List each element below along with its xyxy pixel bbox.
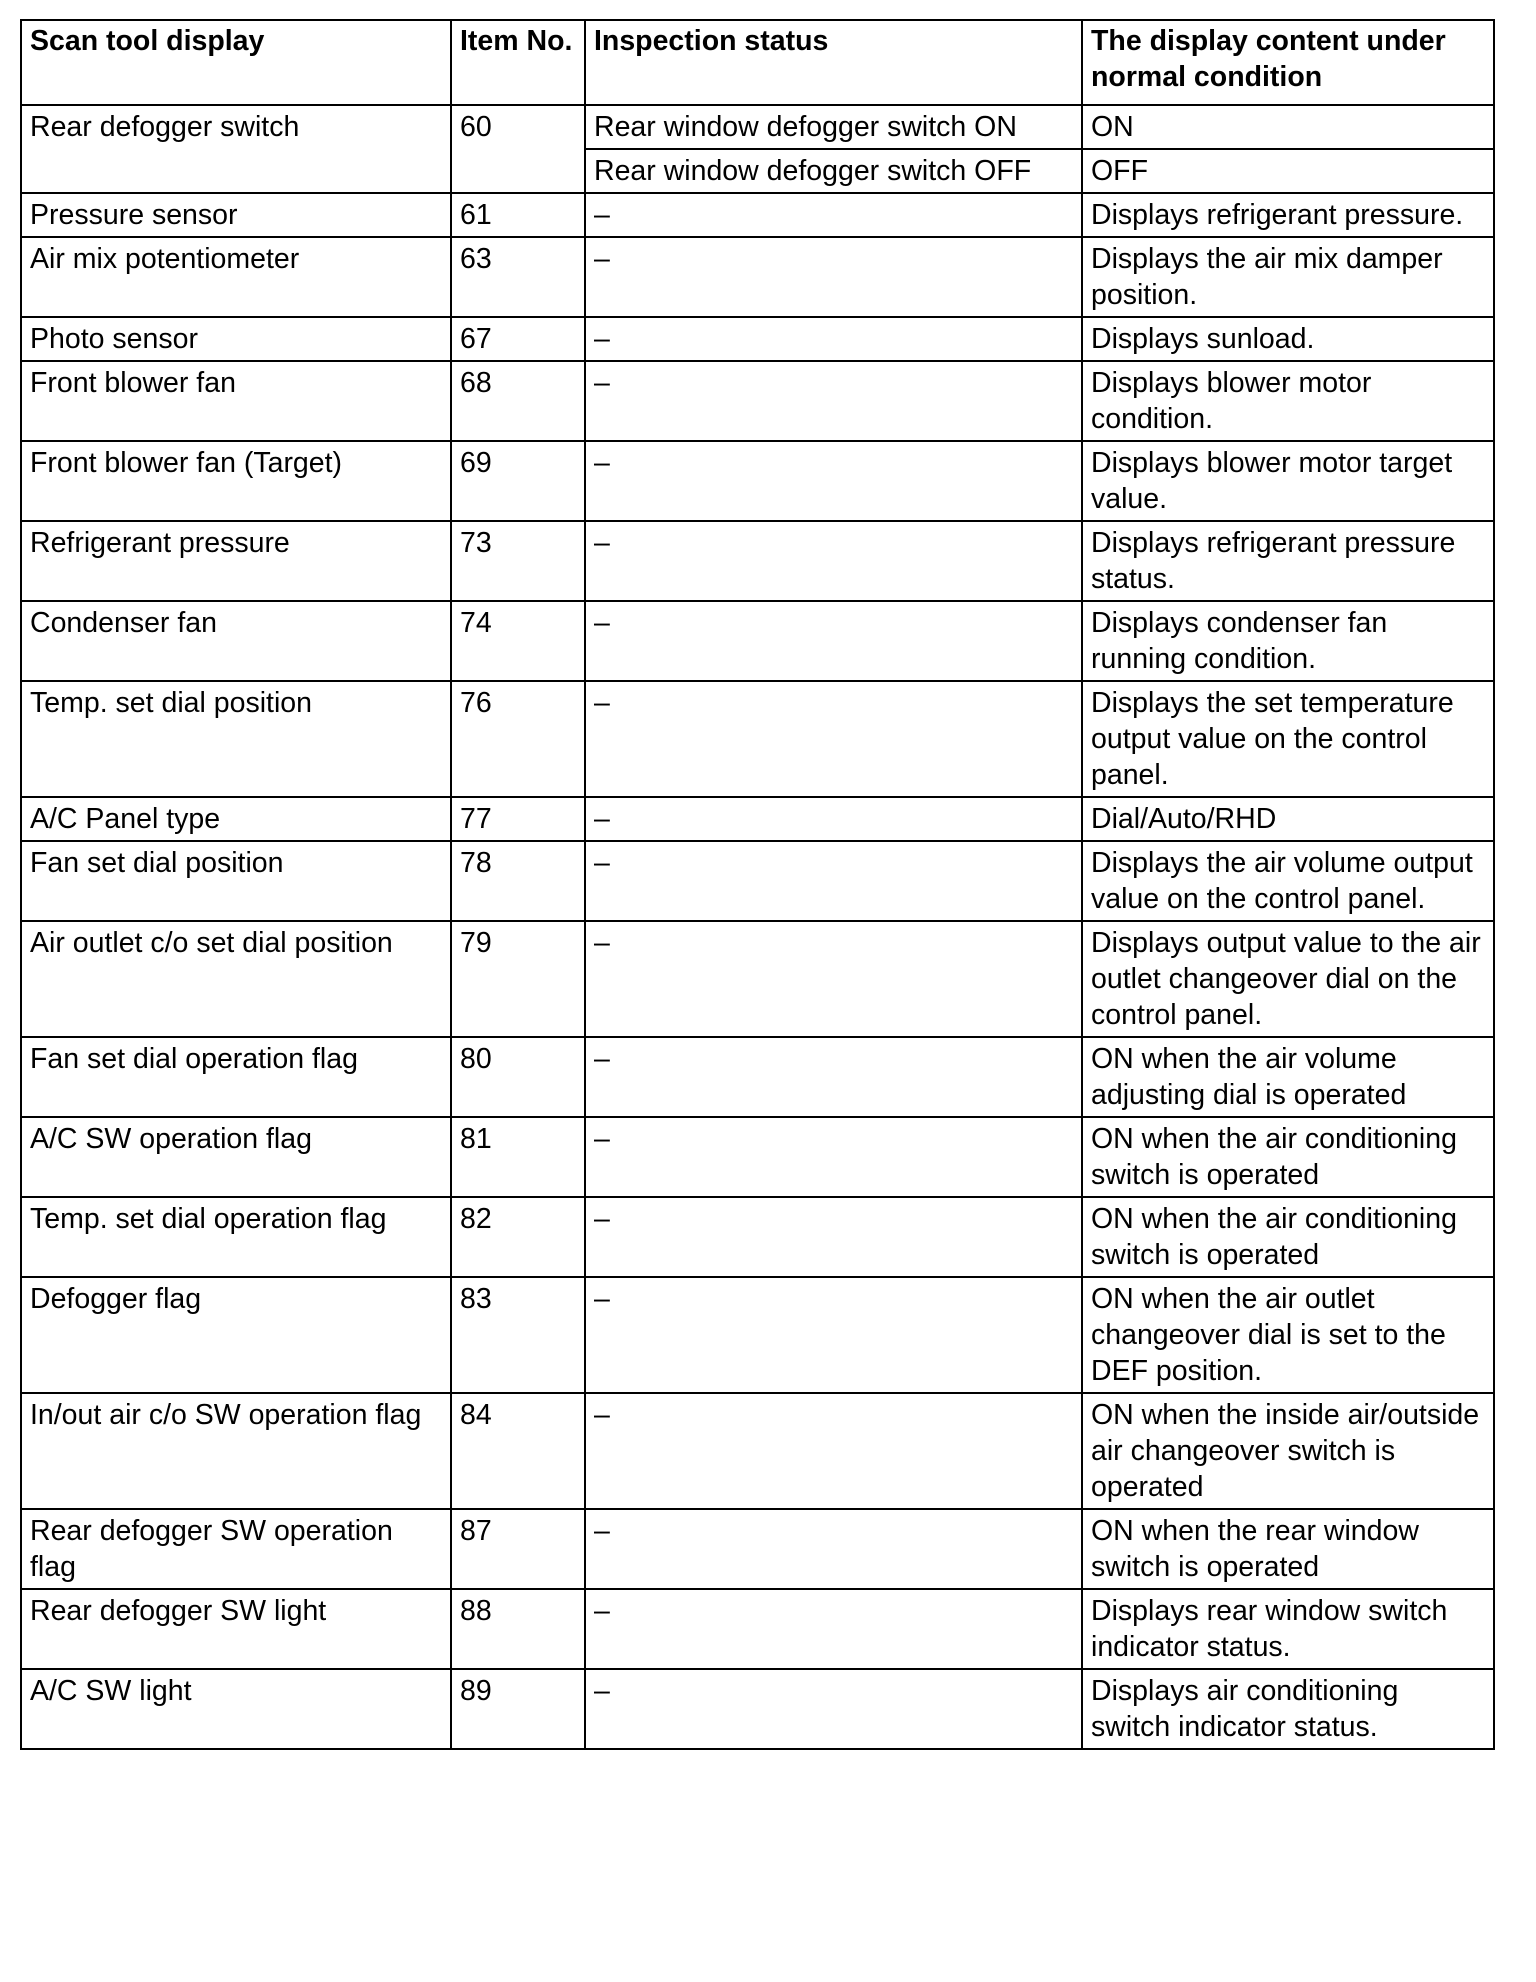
cell-normal: ON when the air conditioning switch is operated — [1082, 1197, 1494, 1277]
table-row — [21, 317, 1494, 361]
cell-normal: Displays blower motor condition. — [1082, 361, 1494, 441]
cell-display: A/C SW operation flag — [21, 1117, 451, 1197]
cell-item-no: 69 — [451, 441, 585, 521]
cell-item-no: 88 — [451, 1589, 585, 1669]
cell-display: A/C Panel type — [21, 797, 451, 841]
cell-normal: Displays condenser fan running condition. — [1082, 601, 1494, 681]
cell-display: Air mix potentiometer — [21, 237, 451, 317]
cell-item-no: 78 — [451, 841, 585, 921]
table-row — [21, 1589, 1494, 1669]
cell-status: Rear window defogger switch OFF — [585, 149, 1082, 193]
cell-status: – — [585, 1669, 1082, 1749]
cell-normal: Displays refrigerant pressure status. — [1082, 521, 1494, 601]
cell-display: Rear defogger SW operation flag — [21, 1509, 451, 1589]
cell-normal: Displays sunload. — [1082, 317, 1494, 361]
cell-item-no: 60 — [451, 105, 585, 193]
table-row — [21, 1117, 1494, 1197]
cell-status: – — [585, 1117, 1082, 1197]
table-row — [21, 193, 1494, 237]
cell-item-no: 77 — [451, 797, 585, 841]
cell-display: Temp. set dial position — [21, 681, 451, 797]
cell-status: – — [585, 1509, 1082, 1589]
table-row — [21, 797, 1494, 841]
cell-display: Temp. set dial operation flag — [21, 1197, 451, 1277]
cell-display: Front blower fan — [21, 361, 451, 441]
cell-display: Front blower fan (Target) — [21, 441, 451, 521]
cell-status: – — [585, 237, 1082, 317]
cell-status: – — [585, 1277, 1082, 1393]
table-header-row — [21, 20, 1494, 105]
cell-item-no: 82 — [451, 1197, 585, 1277]
table-row — [21, 921, 1494, 1037]
cell-status: – — [585, 441, 1082, 521]
table-row — [21, 1393, 1494, 1509]
table-row — [21, 1197, 1494, 1277]
table-row — [21, 601, 1494, 681]
cell-normal: Displays output value to the air outlet changeover dial on the control panel. — [1082, 921, 1494, 1037]
cell-status: – — [585, 797, 1082, 841]
cell-item-no: 87 — [451, 1509, 585, 1589]
table-row — [21, 1277, 1494, 1393]
cell-item-no: 76 — [451, 681, 585, 797]
cell-status: – — [585, 521, 1082, 601]
cell-display: Condenser fan — [21, 601, 451, 681]
cell-status: – — [585, 681, 1082, 797]
table-row — [21, 361, 1494, 441]
cell-status: – — [585, 1589, 1082, 1669]
cell-status: – — [585, 193, 1082, 237]
cell-normal: OFF — [1082, 149, 1494, 193]
cell-item-no: 67 — [451, 317, 585, 361]
table-row — [21, 237, 1494, 317]
cell-normal: ON — [1082, 105, 1494, 149]
cell-display: In/out air c/o SW operation flag — [21, 1393, 451, 1509]
cell-normal: ON when the air volume adjusting dial is operated — [1082, 1037, 1494, 1117]
cell-item-no: 61 — [451, 193, 585, 237]
cell-display: Refrigerant pressure — [21, 521, 451, 601]
cell-item-no: 68 — [451, 361, 585, 441]
cell-normal: Displays refrigerant pressure. — [1082, 193, 1494, 237]
cell-normal: ON when the air conditioning switch is operated — [1082, 1117, 1494, 1197]
cell-normal: ON when the air outlet changeover dial is set to the DEF position. — [1082, 1277, 1494, 1393]
cell-status: – — [585, 601, 1082, 681]
cell-normal: Dial/Auto/RHD — [1082, 797, 1494, 841]
cell-display: Defogger flag — [21, 1277, 451, 1393]
cell-normal: ON when the rear window switch is operated — [1082, 1509, 1494, 1589]
cell-display: Pressure sensor — [21, 193, 451, 237]
table-row — [21, 841, 1494, 921]
cell-display: A/C SW light — [21, 1669, 451, 1749]
cell-status: – — [585, 1037, 1082, 1117]
cell-item-no: 84 — [451, 1393, 585, 1509]
cell-normal: Displays the set temperature output value on the control panel. — [1082, 681, 1494, 797]
cell-normal: Displays the air mix damper position. — [1082, 237, 1494, 317]
scan-tool-table — [20, 19, 1495, 1750]
header-inspection-status: Inspection status — [585, 20, 1082, 105]
table-row — [21, 1037, 1494, 1117]
cell-item-no: 63 — [451, 237, 585, 317]
cell-normal: Displays rear window switch indicator status. — [1082, 1589, 1494, 1669]
cell-display: Rear defogger switch — [21, 105, 451, 193]
cell-display: Photo sensor — [21, 317, 451, 361]
cell-display: Fan set dial position — [21, 841, 451, 921]
cell-status: – — [585, 361, 1082, 441]
header-scan-tool-display: Scan tool display — [21, 20, 451, 105]
cell-item-no: 89 — [451, 1669, 585, 1749]
table-row — [21, 521, 1494, 601]
cell-item-no: 83 — [451, 1277, 585, 1393]
header-item-no: Item No. — [451, 20, 585, 105]
cell-status: – — [585, 921, 1082, 1037]
table-row — [21, 441, 1494, 521]
table-row — [21, 1669, 1494, 1749]
cell-status: – — [585, 1393, 1082, 1509]
cell-item-no: 73 — [451, 521, 585, 601]
cell-item-no: 80 — [451, 1037, 585, 1117]
cell-display: Fan set dial operation flag — [21, 1037, 451, 1117]
cell-normal: Displays air conditioning switch indicator status. — [1082, 1669, 1494, 1749]
table-row — [21, 105, 1494, 149]
table-row — [21, 1509, 1494, 1589]
cell-item-no: 81 — [451, 1117, 585, 1197]
cell-status: Rear window defogger switch ON — [585, 105, 1082, 149]
cell-normal: ON when the inside air/outside air changeover switch is operated — [1082, 1393, 1494, 1509]
cell-status: – — [585, 841, 1082, 921]
cell-status: – — [585, 317, 1082, 361]
cell-display: Air outlet c/o set dial position — [21, 921, 451, 1037]
table-row — [21, 681, 1494, 797]
cell-item-no: 74 — [451, 601, 585, 681]
cell-normal: Displays blower motor target value. — [1082, 441, 1494, 521]
cell-status: – — [585, 1197, 1082, 1277]
cell-display: Rear defogger SW light — [21, 1589, 451, 1669]
cell-normal: Displays the air volume output value on the control panel. — [1082, 841, 1494, 921]
cell-item-no: 79 — [451, 921, 585, 1037]
header-normal-condition: The display content under normal condition — [1082, 20, 1494, 105]
